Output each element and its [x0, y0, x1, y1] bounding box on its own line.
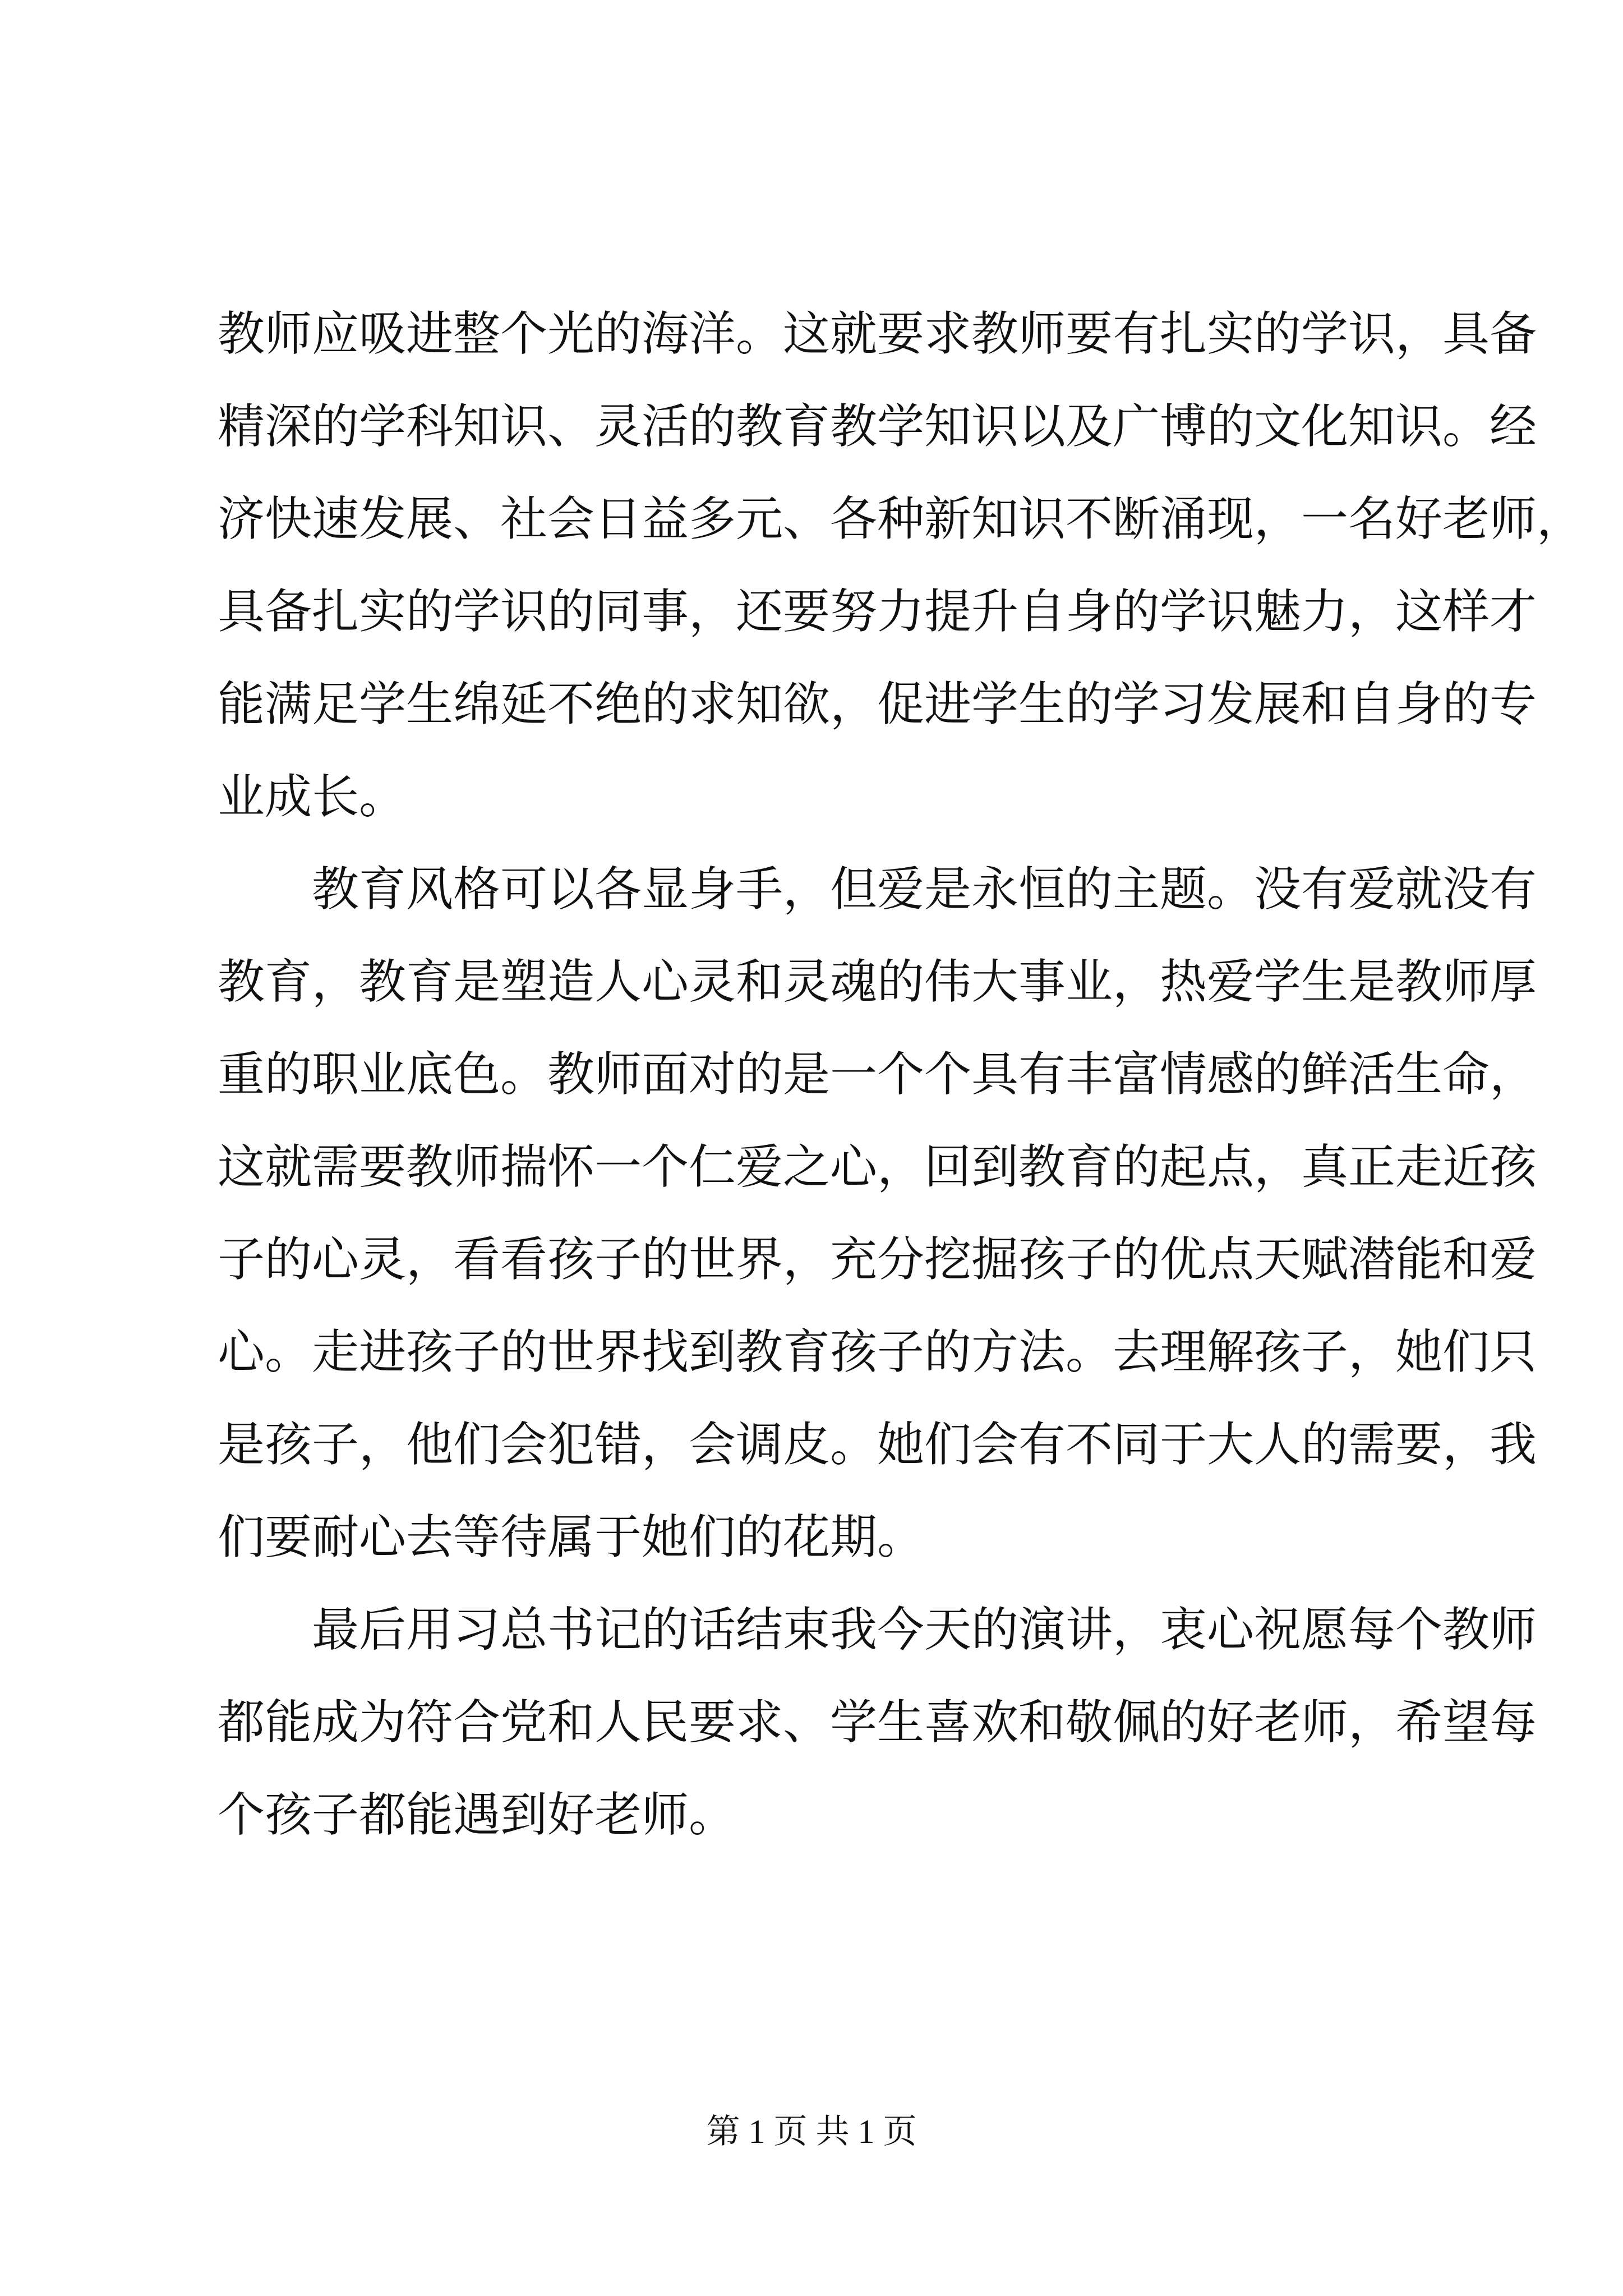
text-line: 们要耐心去等待属于她们的花期。 — [218, 1510, 925, 1565]
text-line: 具备扎实的学识的同事，还要努力提升自身的学识魅力，这样才 — [218, 584, 1537, 639]
text-line: 个孩子都能遇到好老师。 — [218, 1787, 736, 1842]
text-line: 能满足学生绵延不绝的求知欲，促进学生的学习发展和自身的专 — [218, 677, 1537, 731]
text-line: 最后用习总书记的话结束我今天的演讲，衷心祝愿每个教师 — [218, 1602, 1537, 1657]
text-line: 这就需要教师揣怀一个仁爱之心，回到教育的起点，真正走近孩 — [218, 1139, 1537, 1194]
text-line: 济快速发展、社会日益多元、各种新知识不断涌现，一名好老师， — [218, 491, 1584, 546]
text-line: 教师应吸进整个光的海洋。这就要求教师要有扎实的学识，具备 — [218, 306, 1537, 361]
text-line: 重的职业底色。教师面对的是一个个具有丰富情感的鲜活生命， — [218, 1047, 1537, 1102]
text-line: 是孩子，他们会犯错，会调皮。她们会有不同于大人的需要，我 — [218, 1417, 1537, 1472]
text-line: 都能成为符合党和人民要求、学生喜欢和敬佩的好老师，希望每 — [218, 1695, 1537, 1750]
text-line: 精深的学科知识、灵活的教育教学知识以及广博的文化知识。经 — [218, 399, 1537, 454]
text-line: 教育风格可以各显身手，但爱是永恒的主题。没有爱就没有 — [218, 862, 1537, 917]
text-line: 教育，教育是塑造人心灵和灵魂的伟大事业，热爱学生是教师厚 — [218, 954, 1537, 1009]
text-line: 心。走进孩子的世界找到教育孩子的方法。去理解孩子，她们只 — [218, 1324, 1537, 1379]
page-footer: 第 1 页 共 1 页 — [706, 2113, 917, 2150]
text-line: 业成长。 — [218, 769, 407, 824]
text-line: 子的心灵，看看孩子的世界，充分挖掘孩子的优点天赋潜能和爱 — [218, 1232, 1537, 1287]
